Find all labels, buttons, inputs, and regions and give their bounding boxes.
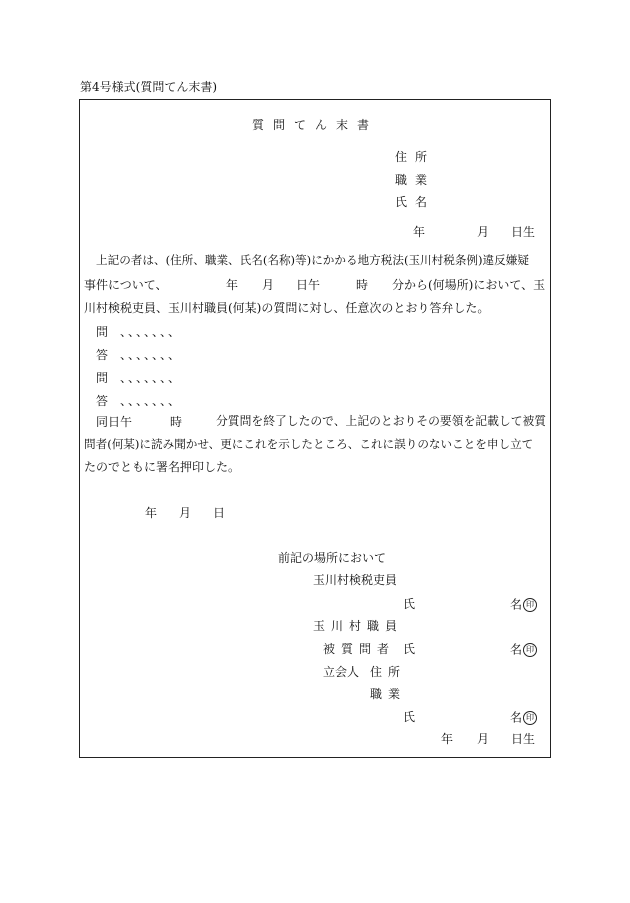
- qa-marks-1: 、、、、、、、: [120, 325, 183, 339]
- paragraph1-line3: 川村検税吏員、玉川村職員(何某)の質問に対し、任意次のとおり答弁した。: [84, 301, 490, 315]
- respondent-signature: [510, 643, 537, 657]
- form-frame: [79, 99, 551, 758]
- qa-label-3: 問: [96, 371, 109, 385]
- end-year: 年: [441, 732, 454, 746]
- birth-day: 日生: [511, 225, 536, 239]
- respondent-uji: 氏: [403, 642, 416, 656]
- inspector-mei: 名: [510, 597, 523, 612]
- end-month: 月: [477, 732, 490, 746]
- paragraph1-year: 年: [226, 278, 239, 292]
- paragraph2-line3: たのでともに署名押印した。: [84, 460, 241, 474]
- paragraph1-line1: 上記の者は、(住所、職業、氏名(名称)等)にかかる地方税法(玉川村税条例)違反嫌疑: [96, 253, 529, 267]
- address-label: 住所: [395, 150, 436, 164]
- paragraph1-hour: 時: [356, 278, 369, 292]
- paragraph2-hour: 時: [170, 415, 183, 429]
- name-label: 氏名: [395, 195, 436, 209]
- occupation-label: 職業: [395, 173, 436, 187]
- paragraph1-month: 月: [262, 278, 275, 292]
- birth-year: 年: [413, 225, 426, 239]
- qa-label-2: 答: [96, 348, 109, 362]
- respondent-mei: 名: [510, 642, 523, 657]
- inspector-seal: 印: [523, 598, 537, 612]
- paragraph1-line2b: 分から(何場所)において、玉: [392, 278, 546, 292]
- witness-seal: 印: [523, 711, 537, 725]
- qa-marks-3: 、、、、、、、: [120, 371, 183, 385]
- birth-month: 月: [477, 225, 490, 239]
- place-text: 前記の場所において: [278, 551, 387, 565]
- witness-occupation-label: 職業: [370, 687, 407, 701]
- respondent-label: 被質問者: [323, 642, 396, 656]
- qa-label-4: 答: [96, 394, 109, 408]
- qa-label-1: 問: [96, 325, 109, 339]
- witness-signature: [510, 711, 537, 725]
- qa-marks-4: 、、、、、、、: [120, 394, 183, 408]
- respondent-seal: 印: [523, 643, 537, 657]
- date-day: 日: [213, 506, 226, 520]
- witness-label: 立会人: [323, 665, 360, 679]
- paragraph1-line2a: 事件について、: [84, 278, 168, 292]
- end-day: 日生: [511, 732, 536, 746]
- date-month: 月: [179, 506, 192, 520]
- witness-address-label: 住所: [370, 665, 407, 679]
- paragraph2-line1a: 同日午: [96, 415, 133, 429]
- paragraph2-line1b: 分質問を終了したので、上記のとおりその要領を記載して被質: [216, 414, 547, 428]
- staff-label: 玉川村職員: [313, 619, 404, 633]
- paragraph2-line2: 問者(何某)に読み聞かせ、更にこれを示したところ、これに誤りのないことを申し立て: [84, 437, 534, 451]
- witness-mei: 名: [510, 710, 523, 725]
- form-number: 第4号様式(質問てん末書): [80, 80, 217, 94]
- date-year: 年: [145, 506, 158, 520]
- qa-marks-2: 、、、、、、、: [120, 348, 183, 362]
- witness-uji: 氏: [403, 710, 416, 724]
- paragraph1-day: 日午: [296, 278, 321, 292]
- inspector-uji: 氏: [403, 597, 416, 611]
- inspector-label: 玉川村検税吏員: [313, 573, 398, 587]
- document-title: 質問てん末書: [251, 118, 378, 132]
- inspector-signature: [510, 598, 537, 612]
